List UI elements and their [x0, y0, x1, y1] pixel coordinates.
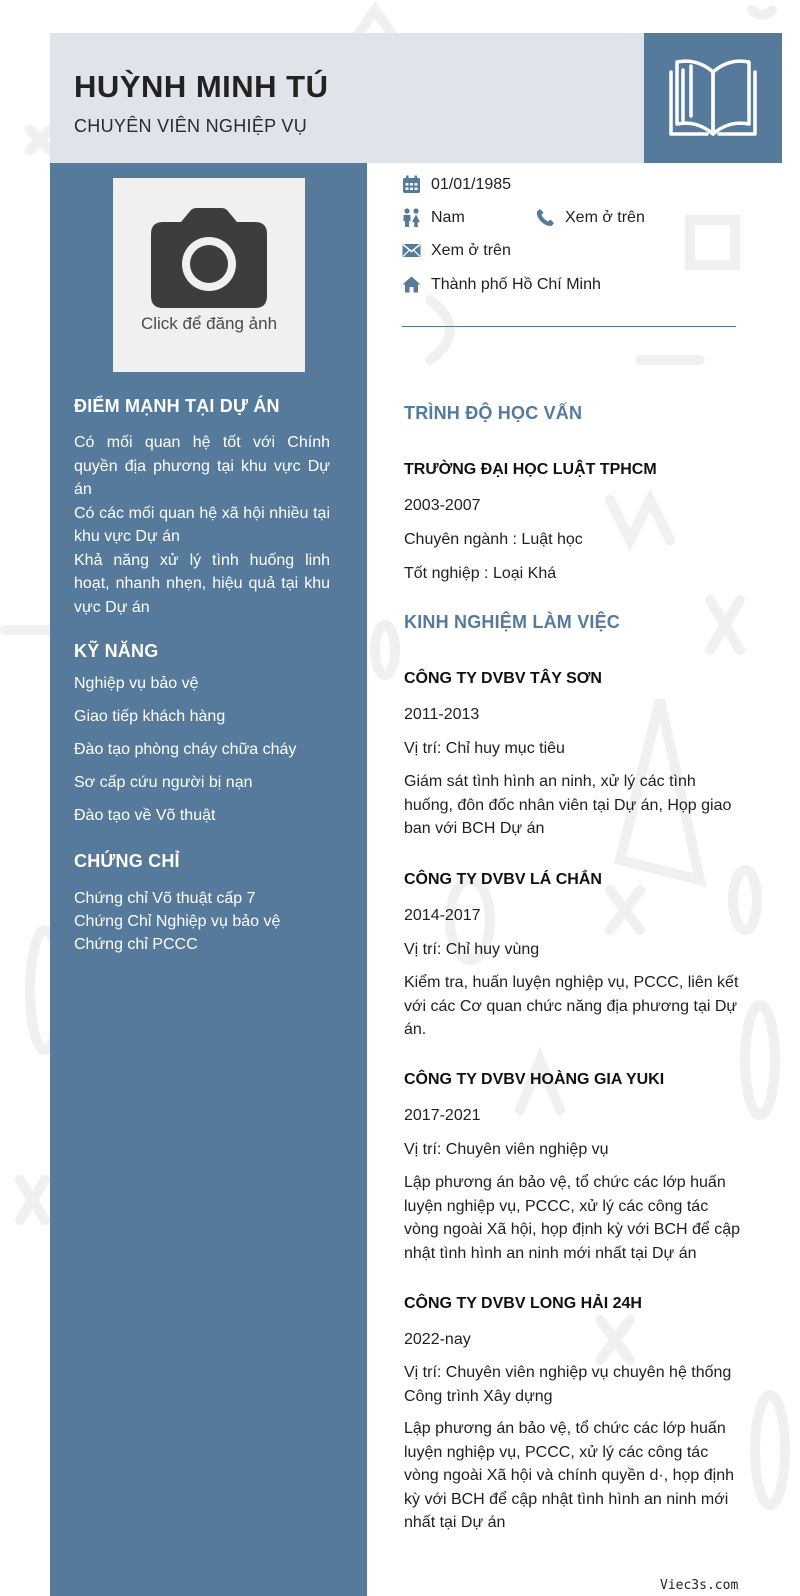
gender-row[interactable]: [402, 208, 465, 227]
phone-row[interactable]: [536, 208, 645, 227]
certificate-item: Chứng chỉ Võ thuật cấp 7: [74, 890, 256, 907]
site-watermark: Viec3s.com: [660, 1578, 739, 1593]
home-icon: [402, 275, 421, 294]
skill-item: Giao tiếp khách hàng: [74, 708, 226, 725]
job-description[interactable]: Lập phương án bảo vệ, tổ chức các lớp huấn luyện nghiệp vụ, PCCC, xử lý các công tác vòng ngoài Xã hội và chính quyền d·, họp định kỳ với BCH để cập nhật tình hình an ninh mới nhất tại Dự án: [404, 1420, 735, 1531]
calendar-icon: [402, 175, 421, 194]
job-description[interactable]: Kiểm tra, huấn luyện nghiệp vụ, PCCC, liên kết với các Cơ quan chức năng địa phương tại Dự án.: [404, 974, 739, 1038]
left-sidebar: [50, 163, 367, 1596]
strengths-heading[interactable]: ĐIỂM MẠNH TẠI DỰ ÁN: [74, 396, 280, 416]
camera-icon: [151, 206, 267, 308]
certificates-list[interactable]: [74, 887, 344, 956]
birthdate-row[interactable]: [402, 175, 511, 194]
education-major[interactable]: Chuyên ngành : Luật học: [404, 531, 583, 548]
certificate-item: Chứng chỉ PCCC: [74, 936, 198, 953]
skill-item: Sơ cấp cứu người bị nạn: [74, 774, 253, 791]
phone-icon: [536, 208, 555, 227]
gender-icon: [402, 208, 421, 227]
strengths-list[interactable]: [74, 431, 330, 619]
skills-heading[interactable]: KỸ NĂNG: [74, 641, 159, 661]
skill-item: Đào tạo phòng cháy chữa cháy: [74, 741, 297, 758]
job-period[interactable]: 2017-2021: [404, 1107, 481, 1124]
experience-heading[interactable]: KINH NGHIỆM LÀM VIỆC: [404, 612, 621, 632]
header-logo-block: [644, 33, 782, 163]
job-period[interactable]: 2022-nay: [404, 1331, 471, 1348]
address-value: Thành phố Hồ Chí Minh: [431, 275, 601, 293]
photo-upload[interactable]: [113, 178, 305, 372]
certificates-heading[interactable]: CHỨNG CHỈ: [74, 851, 180, 871]
job-company[interactable]: CÔNG TY DVBV LONG HẢI 24H: [404, 1295, 642, 1312]
education-grade[interactable]: Tốt nghiệp : Loại Khá: [404, 565, 557, 582]
phone-value: Xem ở trên: [565, 208, 645, 226]
job-position[interactable]: Vị trí: Chuyên viên nghiệp vụ chuyên hệ thống Công trình Xây dựng: [404, 1364, 732, 1405]
job-period[interactable]: 2011-2013: [404, 706, 480, 723]
education-period[interactable]: 2003-2007: [404, 497, 481, 514]
email-row[interactable]: [402, 241, 511, 260]
gender-value: Nam: [431, 208, 465, 226]
job-company[interactable]: CÔNG TY DVBV LÁ CHẮN: [404, 871, 602, 888]
skill-item: Nghiệp vụ bảo vệ: [74, 675, 199, 692]
job-company[interactable]: CÔNG TY DVBV TÂY SƠN: [404, 670, 602, 687]
birthdate-value: 01/01/1985: [431, 175, 512, 193]
certificate-item: Chứng Chỉ Nghiệp vụ bảo vệ: [74, 913, 281, 930]
address-row[interactable]: [402, 275, 601, 294]
resume-header: [50, 33, 644, 163]
job-company[interactable]: CÔNG TY DVBV HOÀNG GIA YUKI: [404, 1071, 665, 1088]
job-position[interactable]: Vị trí: Chỉ huy mục tiêu: [404, 740, 565, 757]
education-school[interactable]: TRƯỜNG ĐẠI HỌC LUẬT TPHCM: [404, 461, 657, 478]
resume-page: [50, 33, 782, 1596]
job-title[interactable]: CHUYÊN VIÊN NGHIỆP VỤ: [74, 116, 308, 136]
candidate-name[interactable]: HUỲNH MINH TÚ: [74, 69, 329, 104]
job-description[interactable]: Giám sát tình hình an ninh, xử lý các tình huống, đôn đốc nhân viên tại Dự án, Họp giao ban với BCH Dự án: [404, 773, 732, 837]
photo-upload-label: Click để đăng ảnh: [140, 314, 278, 333]
job-description[interactable]: Lập phương án bảo vệ, tổ chức các lớp huấn luyện nghiệp vụ, PCCC, xử lý các công tác vòng ngoài Xã hội, họp định kỳ với BCH để cập nhật tình hình an ninh mới nhất tại Dự án: [404, 1174, 741, 1262]
strength-item: Có mối quan hệ tốt với Chính quyền địa phương tại khu vực Dự án: [74, 434, 330, 498]
skill-item: Đào tạo về Võ thuật: [74, 807, 216, 824]
education-heading[interactable]: TRÌNH ĐỘ HỌC VẤN: [404, 403, 583, 423]
email-value: Xem ở trên: [431, 241, 511, 259]
strength-item: Khả năng xử lý tình huống linh hoạt, nhanh nhẹn, hiệu quả tại khu vực Dự án: [74, 551, 330, 616]
skills-list[interactable]: [74, 673, 344, 838]
job-position[interactable]: Vị trí: Chuyên viên nghiệp vụ: [404, 1141, 609, 1158]
email-icon: [402, 241, 421, 260]
job-period[interactable]: 2014-2017: [404, 907, 481, 924]
open-book-icon: [667, 54, 759, 142]
strength-item: Có các mối quan hệ xã hội nhiều tại khu vực Dự án: [74, 504, 330, 545]
contact-divider: [402, 326, 736, 327]
job-position[interactable]: Vị trí: Chỉ huy vùng: [404, 941, 540, 958]
